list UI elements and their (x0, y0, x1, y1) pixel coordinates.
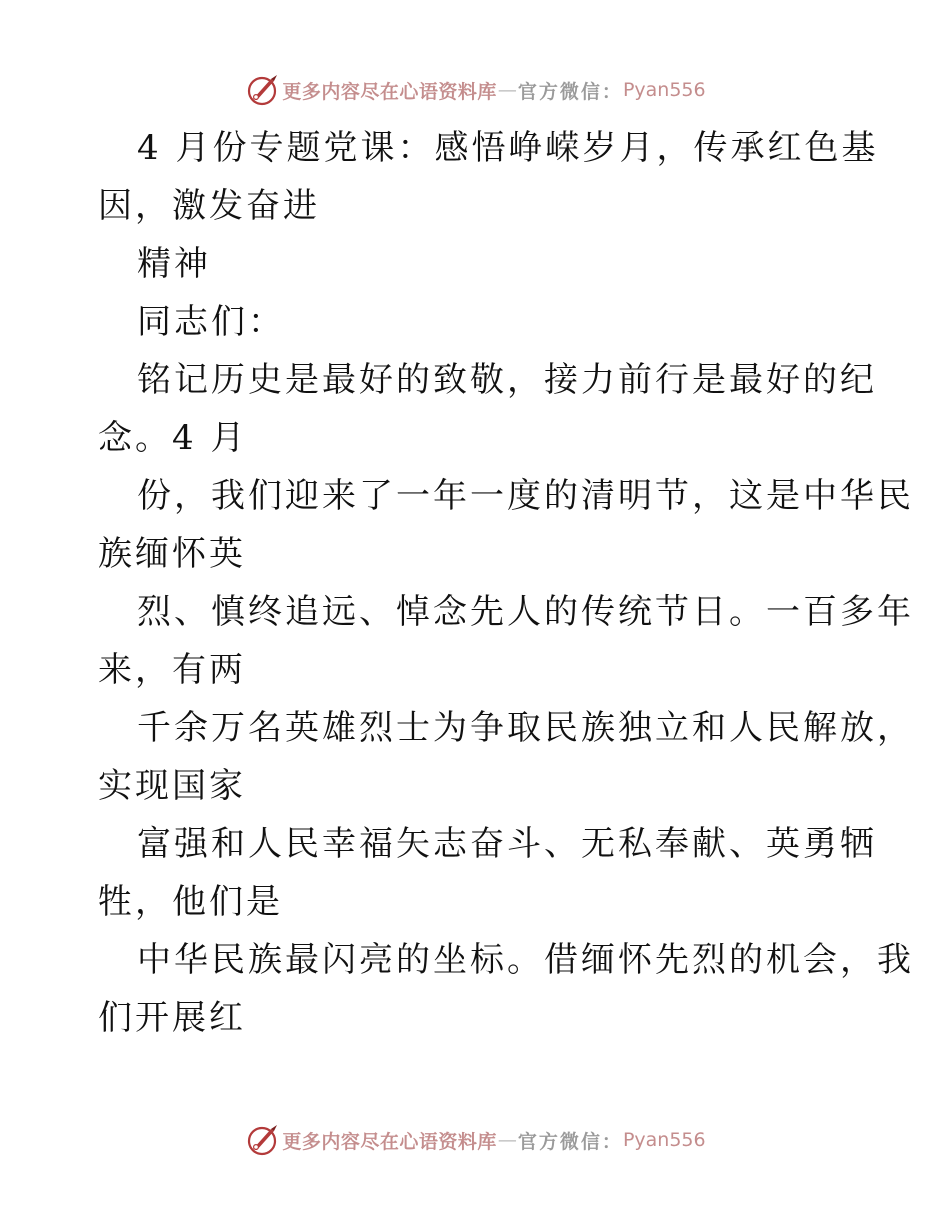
header-watermark-banner (0, 70, 950, 110)
quill-logo-icon (244, 72, 280, 108)
body-line-6: 来，有两 (98, 650, 246, 690)
body-line-11: 中华民族最闪亮的坐标。借缅怀先烈的机会，我 (137, 940, 914, 980)
body-line-12: 们开展红 (98, 998, 246, 1038)
watermark-label: 官方微信： (517, 80, 623, 103)
watermark-label: 官方微信： (517, 1130, 623, 1153)
body-line-4: 族缅怀英 (98, 534, 246, 574)
watermark-dash: — (497, 1129, 517, 1151)
body-line-5: 烈、慎终追远、悼念先人的传统节日。一百多年 (137, 592, 914, 632)
title-line-3: 精神 (137, 244, 211, 284)
title-line-1: 4 月份专题党课：感悟峥嵘岁月，传承红色基 (137, 128, 879, 168)
body-line-1: 铭记历史是最好的致敬，接力前行是最好的纪 (137, 360, 877, 400)
body-line-2: 念。4 月 (98, 418, 248, 458)
salutation-line: 同志们： (137, 302, 285, 342)
watermark-account-id: Pyan556 (622, 1129, 706, 1151)
watermark-main-text: 更多内容尽在心语资料库 (282, 80, 497, 103)
body-line-3: 份，我们迎来了一年一度的清明节，这是中华民 (137, 476, 914, 516)
body-line-7: 千余万名英雄烈士为争取民族独立和人民解放， (137, 708, 914, 748)
quill-logo-icon (244, 1122, 280, 1158)
body-line-9: 富强和人民幸福矢志奋斗、无私奉献、英勇牺 (137, 824, 877, 864)
title-line-2: 因，激发奋进 (98, 186, 320, 226)
watermark-account-id: Pyan556 (622, 79, 706, 101)
footer-watermark-banner (0, 1120, 950, 1160)
watermark-main-text: 更多内容尽在心语资料库 (282, 1130, 497, 1153)
body-line-8: 实现国家 (98, 766, 246, 806)
watermark-dash: — (497, 79, 517, 101)
body-line-10: 牲，他们是 (98, 882, 283, 922)
